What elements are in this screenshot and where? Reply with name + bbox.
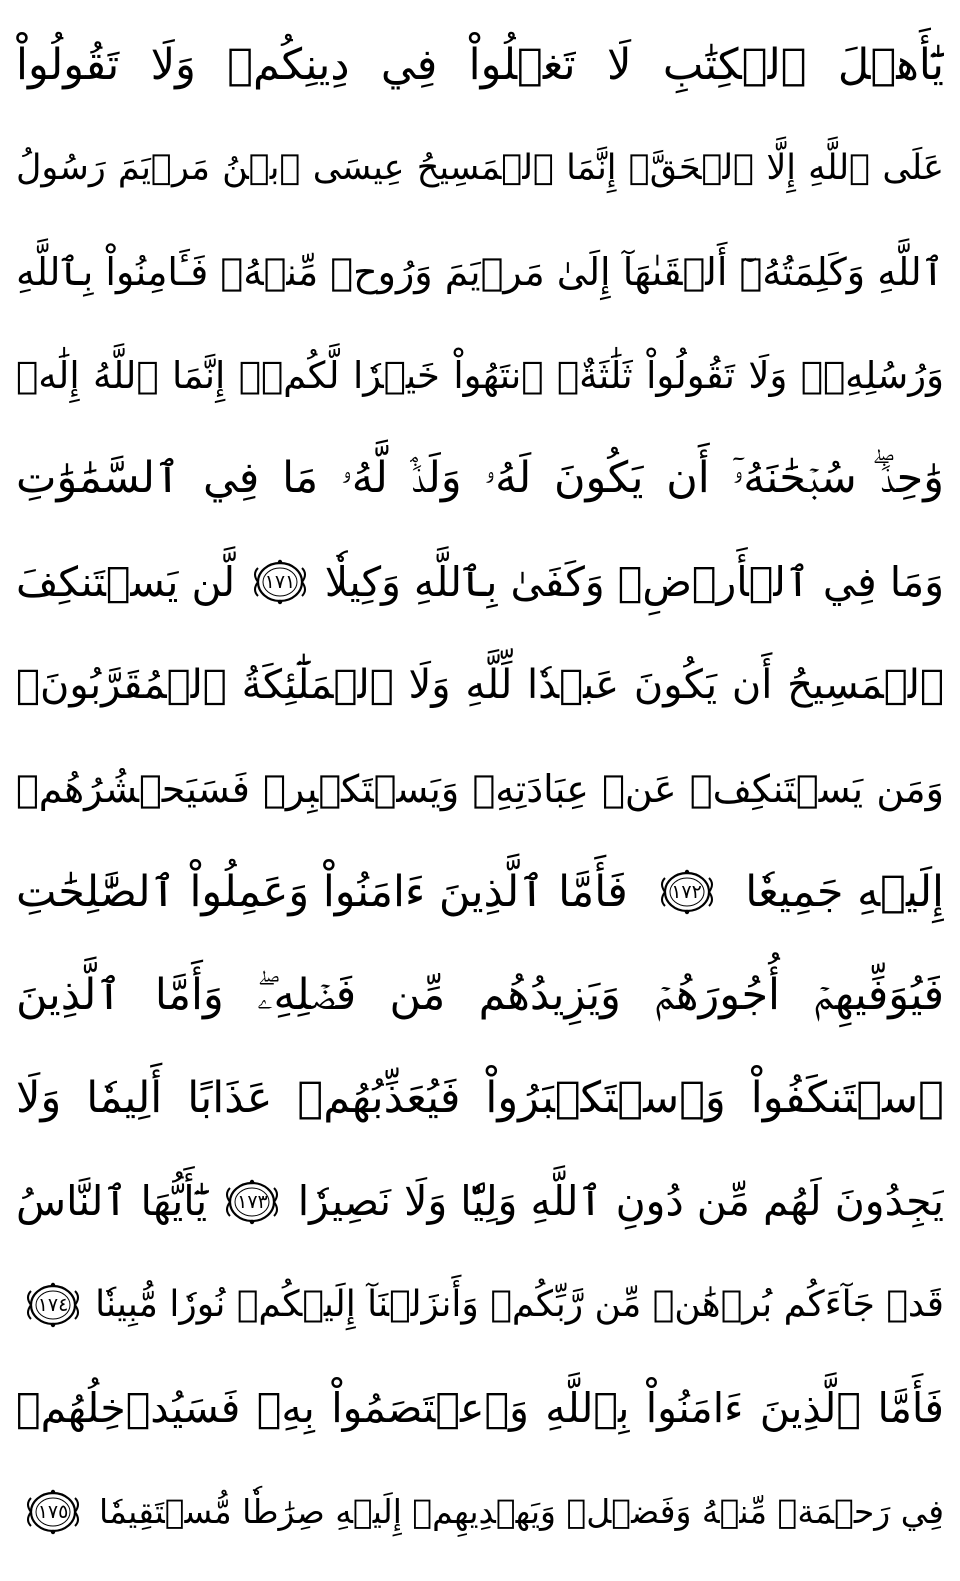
text-line (16, 530, 944, 633)
ayah-end-marker (249, 558, 311, 606)
ayah-number: ١٧٢ (671, 881, 702, 904)
text-line (16, 840, 944, 943)
text-line (16, 1047, 944, 1150)
ayah-end-marker (656, 868, 718, 916)
text-line (16, 1357, 944, 1460)
verse-text: إِلَيۡهِ جَمِيعٗا (745, 866, 944, 917)
verse-text: وَرُسُلِهِۦۖ وَلَا تَقُولُواْ ثَلَٰثَةٌۚ ٱنتَهُواْ خَيۡرٗا لَّكُمۡۚ إِنَّمَا ٱللَّهُ إِلَٰهٞ (16, 354, 944, 398)
ayah-end-marker (22, 1281, 84, 1329)
verse-text: وَٰحِدٞۖ سُبۡحَٰنَهُۥٓ أَن يَكُونَ لَهُۥ وَلَدٞۘ لَّهُۥ مَا فِي ٱلسَّمَٰوَٰتِ (16, 453, 944, 504)
verse-text: يَٰٓأَهۡلَ ٱلۡكِتَٰبِ لَا تَغۡلُواْ فِي دِينِكُمۡ وَلَا تَقُولُواْ (16, 40, 944, 91)
verse-text: عَلَى ٱللَّهِ إِلَّا ٱلۡحَقَّۚ إِنَّمَا ٱلۡمَسِيحُ عِيسَى ٱبۡنُ مَرۡيَمَ رَسُولُ (16, 148, 944, 189)
verse-text: يَجِدُونَ لَهُم مِّن دُونِ ٱللَّهِ وَلِيّٗا وَلَا نَصِيرٗا (297, 1177, 944, 1226)
verse-text: ٱللَّهِ وَكَلِمَتُهُۥٓ أَلۡقَىٰهَآ إِلَىٰ مَرۡيَمَ وَرُوحٞ مِّنۡهُۖ فَـَٔامِنُواْ بِٱللَّهِ (16, 250, 944, 295)
text-line (16, 737, 944, 840)
text-line (16, 324, 944, 427)
text-line (16, 427, 944, 530)
text-line (16, 1460, 944, 1563)
verse-text: ٱسۡتَنكَفُواْ وَٱسۡتَكۡبَرُواْ فَيُعَذِّبُهُمۡ عَذَابًا أَلِيمٗا وَلَا (16, 1073, 944, 1124)
verse-text: فَأَمَّا ٱلَّذِينَ ءَامَنُواْ بِٱللَّهِ وَٱعۡتَصَمُواْ بِهِۦ فَسَيُدۡخِلُهُمۡ (16, 1384, 944, 1432)
text-line (16, 221, 944, 324)
ayah-number: ١٧١ (264, 571, 296, 594)
ayah-number: ١٧٣ (237, 1190, 268, 1213)
text-line (16, 1254, 944, 1357)
ayah-number: ١٧٤ (37, 1294, 69, 1317)
verse-text: قَدۡ جَآءَكُم بُرۡهَٰنٞ مِّن رَّبِّكُمۡ وَأَنزَلۡنَآ إِلَيۡكُمۡ نُورٗا مُّبِينٗا (95, 1284, 944, 1326)
verse-text: وَمَن يَسۡتَنكِفۡ عَنۡ عِبَادَتِهِۦ وَيَسۡتَكۡبِرۡ فَسَيَحۡشُرُهُمۡ (16, 766, 944, 811)
text-line (16, 634, 944, 737)
verse-text: وَمَا فِي ٱلۡأَرۡضِۗ وَكَفَىٰ بِٱللَّهِ وَكِيلٗا (324, 557, 944, 606)
verse-text: يَٰٓأَيُّهَا ٱلنَّاسُ (16, 1177, 208, 1226)
text-line (16, 117, 944, 220)
verse-text: ٱلۡمَسِيحُ أَن يَكُونَ عَبۡدٗا لِّلَّهِ وَلَا ٱلۡمَلَٰٓئِكَةُ ٱلۡمُقَرَّبُونَۚ (16, 662, 944, 709)
ayah-number: ١٧٥ (37, 1500, 69, 1523)
text-line (16, 944, 944, 1047)
ayah-end-marker (22, 1488, 84, 1536)
verse-text: فِي رَحۡمَةٖ مِّنۡهُ وَفَضۡلٖ وَيَهۡدِيهِمۡ إِلَيۡهِ صِرَٰطٗا مُّسۡتَقِيمٗا (99, 1492, 944, 1532)
text-line (16, 14, 944, 117)
verse-text: لَّن يَسۡتَنكِفَ (16, 557, 236, 606)
verse-text: فَيُوَفِّيهِمۡ أُجُورَهُمۡ وَيَزِيدُهُم مِّن فَضۡلِهِۦۖ وَأَمَّا ٱلَّذِينَ (16, 969, 944, 1020)
verse-text: فَأَمَّا ٱلَّذِينَ ءَامَنُواْ وَعَمِلُواْ ٱلصَّٰلِحَٰتِ (16, 866, 628, 917)
ayah-end-marker (221, 1178, 283, 1226)
text-line (16, 1150, 944, 1253)
